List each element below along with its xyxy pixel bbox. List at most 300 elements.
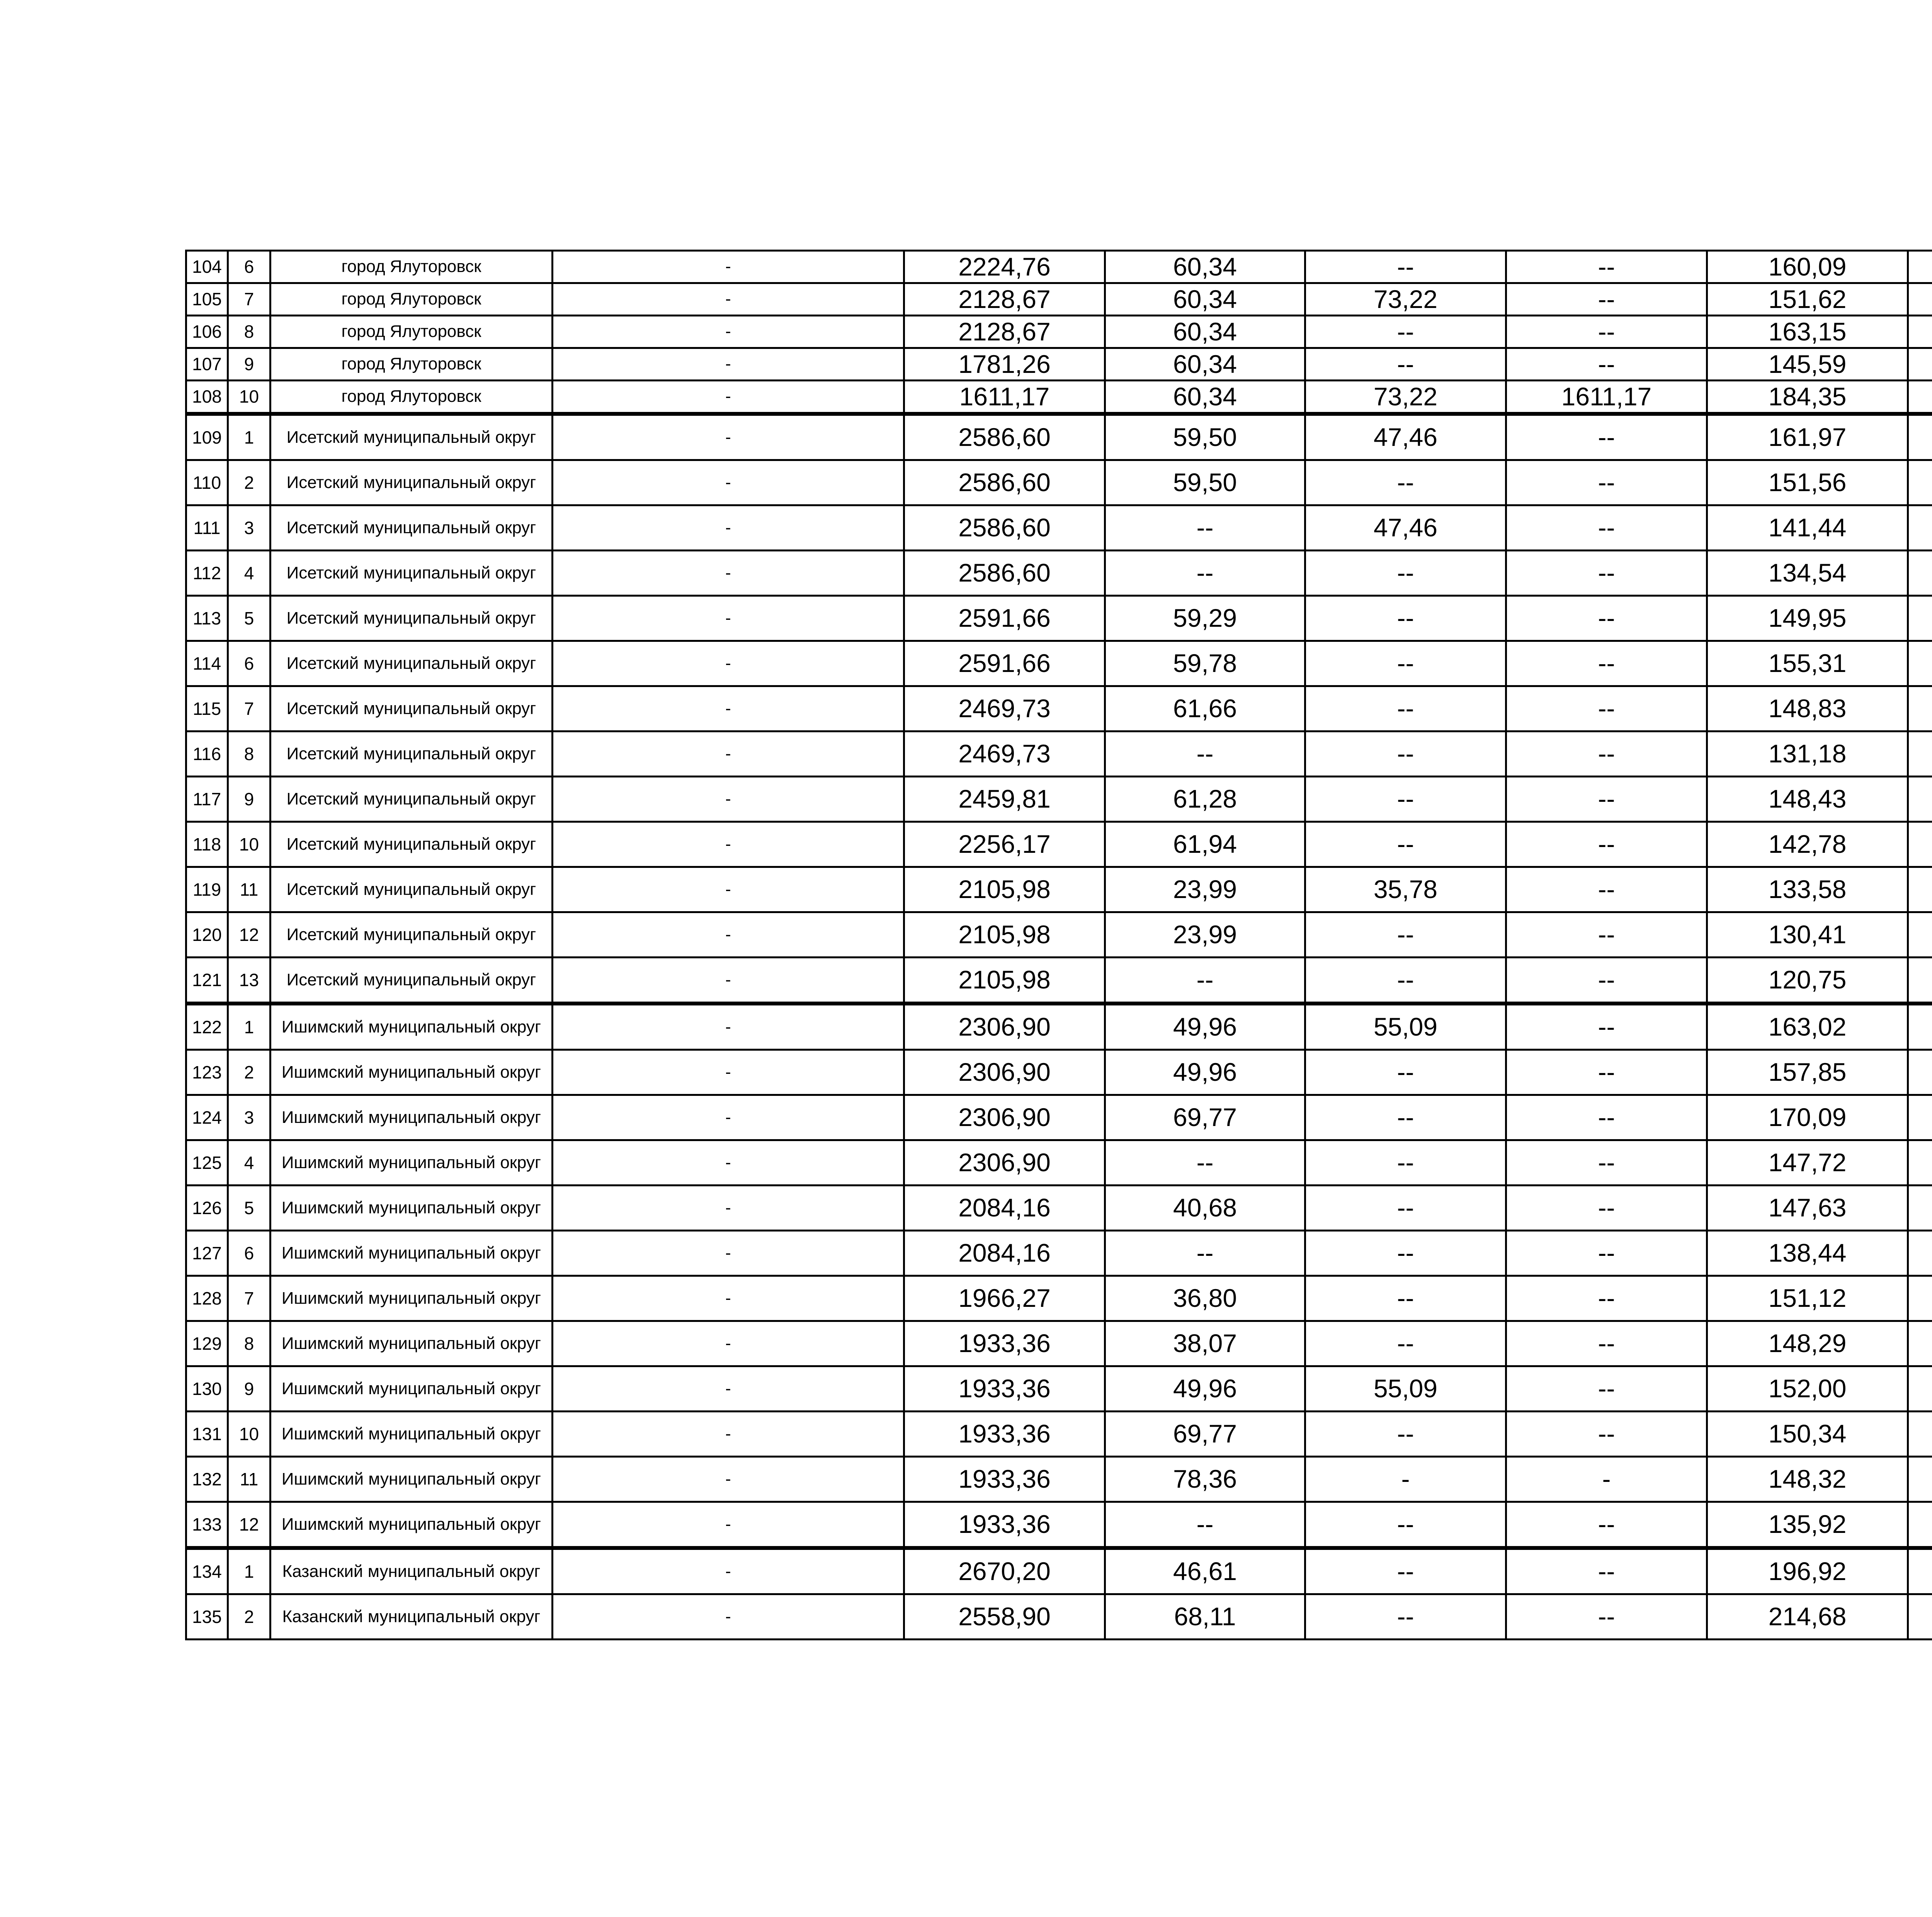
table-row xyxy=(186,1366,1932,1412)
sub-number-cell: 9 xyxy=(228,777,270,822)
sub-number-cell: 9 xyxy=(228,1366,270,1412)
value-cell: -- xyxy=(1305,460,1506,505)
value-cell: -- xyxy=(1506,1594,1707,1640)
row-number-cell: 123 xyxy=(186,1050,228,1095)
value-cell: 61,94 xyxy=(1105,822,1305,867)
sub-number-cell: 3 xyxy=(228,1095,270,1140)
sub-number-cell: 1 xyxy=(228,1004,270,1050)
dash-cell: - xyxy=(553,1457,904,1502)
table-row xyxy=(186,1594,1932,1640)
value-cell xyxy=(1908,1140,1932,1186)
municipality-name-cell: Ишимский муниципальный округ xyxy=(270,1457,553,1502)
value-cell: 2306,90 xyxy=(904,1050,1105,1095)
value-cell xyxy=(1908,1412,1932,1457)
value-cell xyxy=(1908,283,1932,316)
value-cell xyxy=(1908,1502,1932,1548)
sub-number-cell: 1 xyxy=(228,414,270,460)
value-cell: 151,62 xyxy=(1707,283,1908,316)
municipality-name-cell: город Ялуторовск xyxy=(270,251,553,283)
row-number-cell: 107 xyxy=(186,348,228,381)
value-cell: 2105,98 xyxy=(904,958,1105,1004)
municipality-name-cell: Исетский муниципальный округ xyxy=(270,731,553,777)
table-row xyxy=(186,867,1932,912)
value-cell: -- xyxy=(1105,1231,1305,1276)
table-row xyxy=(186,348,1932,381)
value-cell: 69,77 xyxy=(1105,1095,1305,1140)
value-cell: 2591,66 xyxy=(904,596,1105,641)
value-cell: - xyxy=(1305,1457,1506,1502)
row-number-cell: 133 xyxy=(186,1502,228,1548)
value-cell: -- xyxy=(1305,1548,1506,1594)
sub-number-cell: 8 xyxy=(228,731,270,777)
value-cell xyxy=(1908,867,1932,912)
municipality-name-cell: Исетский муниципальный округ xyxy=(270,912,553,958)
municipality-name-cell: Ишимский муниципальный округ xyxy=(270,1502,553,1548)
municipality-name-cell: Казанский муниципальный округ xyxy=(270,1548,553,1594)
value-cell: -- xyxy=(1506,1231,1707,1276)
row-number-cell: 120 xyxy=(186,912,228,958)
value-cell: 2459,81 xyxy=(904,777,1105,822)
dash-cell: - xyxy=(553,912,904,958)
dash-cell: - xyxy=(553,1502,904,1548)
value-cell: -- xyxy=(1506,460,1707,505)
value-cell: 147,63 xyxy=(1707,1186,1908,1231)
value-cell: -- xyxy=(1506,686,1707,731)
value-cell: -- xyxy=(1506,1050,1707,1095)
table-row xyxy=(186,1050,1932,1095)
value-cell xyxy=(1908,958,1932,1004)
value-cell: -- xyxy=(1105,551,1305,596)
value-cell: -- xyxy=(1506,867,1707,912)
value-cell: 59,50 xyxy=(1105,460,1305,505)
table-row xyxy=(186,596,1932,641)
table-row xyxy=(186,505,1932,551)
value-cell: -- xyxy=(1305,641,1506,686)
value-cell: 2670,20 xyxy=(904,1548,1105,1594)
dash-cell: - xyxy=(553,777,904,822)
value-cell: 1781,26 xyxy=(904,348,1105,381)
dash-cell: - xyxy=(553,283,904,316)
municipality-name-cell: Ишимский муниципальный округ xyxy=(270,1276,553,1321)
value-cell: 59,50 xyxy=(1105,414,1305,460)
value-cell: -- xyxy=(1305,822,1506,867)
table-row xyxy=(186,1276,1932,1321)
value-cell: -- xyxy=(1506,596,1707,641)
value-cell xyxy=(1908,912,1932,958)
table-row xyxy=(186,551,1932,596)
value-cell xyxy=(1908,1231,1932,1276)
dash-cell: - xyxy=(553,641,904,686)
table-row xyxy=(186,1548,1932,1594)
row-number-cell: 112 xyxy=(186,551,228,596)
value-cell: 23,99 xyxy=(1105,867,1305,912)
value-cell: -- xyxy=(1506,777,1707,822)
dash-cell: - xyxy=(553,381,904,414)
value-cell: 1933,36 xyxy=(904,1457,1105,1502)
municipality-name-cell: город Ялуторовск xyxy=(270,316,553,348)
table-row xyxy=(186,686,1932,731)
value-cell: 60,34 xyxy=(1105,283,1305,316)
value-cell: -- xyxy=(1506,414,1707,460)
sub-number-cell: 11 xyxy=(228,867,270,912)
value-cell: 61,66 xyxy=(1105,686,1305,731)
value-cell: 2586,60 xyxy=(904,414,1105,460)
dash-cell: - xyxy=(553,596,904,641)
value-cell xyxy=(1908,381,1932,414)
row-number-cell: 132 xyxy=(186,1457,228,1502)
table-row xyxy=(186,316,1932,348)
value-cell: 73,22 xyxy=(1305,381,1506,414)
value-cell: 73,22 xyxy=(1305,283,1506,316)
value-cell: -- xyxy=(1506,1186,1707,1231)
value-cell: 141,44 xyxy=(1707,505,1908,551)
value-cell: 2586,60 xyxy=(904,505,1105,551)
value-cell: 49,96 xyxy=(1105,1004,1305,1050)
value-cell: 36,80 xyxy=(1105,1276,1305,1321)
value-cell: -- xyxy=(1305,551,1506,596)
value-cell xyxy=(1908,641,1932,686)
dash-cell: - xyxy=(553,414,904,460)
value-cell: -- xyxy=(1105,958,1305,1004)
value-cell: 1966,27 xyxy=(904,1276,1105,1321)
municipality-name-cell: Ишимский муниципальный округ xyxy=(270,1050,553,1095)
value-cell: -- xyxy=(1305,1095,1506,1140)
value-cell: -- xyxy=(1506,1140,1707,1186)
value-cell: 68,11 xyxy=(1105,1594,1305,1640)
value-cell: -- xyxy=(1506,1321,1707,1366)
value-cell xyxy=(1908,316,1932,348)
value-cell xyxy=(1908,1186,1932,1231)
dash-cell: - xyxy=(553,316,904,348)
value-cell: 2469,73 xyxy=(904,731,1105,777)
sub-number-cell: 7 xyxy=(228,283,270,316)
value-cell: -- xyxy=(1506,912,1707,958)
value-cell: 61,28 xyxy=(1105,777,1305,822)
row-number-cell: 121 xyxy=(186,958,228,1004)
dash-cell: - xyxy=(553,348,904,381)
sub-number-cell: 8 xyxy=(228,1321,270,1366)
value-cell: 135,92 xyxy=(1707,1502,1908,1548)
value-cell: 2256,17 xyxy=(904,822,1105,867)
table-row xyxy=(186,251,1932,283)
value-cell: -- xyxy=(1305,1321,1506,1366)
row-number-cell: 113 xyxy=(186,596,228,641)
value-cell xyxy=(1908,1548,1932,1594)
table-row xyxy=(186,1004,1932,1050)
value-cell: 78,36 xyxy=(1105,1457,1305,1502)
value-cell: -- xyxy=(1506,822,1707,867)
value-cell: 149,95 xyxy=(1707,596,1908,641)
table-row xyxy=(186,912,1932,958)
sub-number-cell: 7 xyxy=(228,1276,270,1321)
dash-cell: - xyxy=(553,551,904,596)
value-cell: 46,61 xyxy=(1105,1548,1305,1594)
municipality-name-cell: Ишимский муниципальный округ xyxy=(270,1186,553,1231)
row-number-cell: 122 xyxy=(186,1004,228,1050)
row-number-cell: 105 xyxy=(186,283,228,316)
value-cell: 148,32 xyxy=(1707,1457,1908,1502)
sub-number-cell: 12 xyxy=(228,1502,270,1548)
municipality-name-cell: город Ялуторовск xyxy=(270,348,553,381)
value-cell: 2128,67 xyxy=(904,316,1105,348)
value-cell xyxy=(1908,731,1932,777)
sub-number-cell: 7 xyxy=(228,686,270,731)
municipality-name-cell: Исетский муниципальный округ xyxy=(270,641,553,686)
value-cell: -- xyxy=(1506,731,1707,777)
value-cell: 148,83 xyxy=(1707,686,1908,731)
sub-number-cell: 9 xyxy=(228,348,270,381)
sub-number-cell: 6 xyxy=(228,251,270,283)
value-cell: 1933,36 xyxy=(904,1502,1105,1548)
dash-cell: - xyxy=(553,1186,904,1231)
value-cell: 35,78 xyxy=(1305,867,1506,912)
value-cell: -- xyxy=(1105,1140,1305,1186)
value-cell: 55,09 xyxy=(1305,1004,1506,1050)
value-cell: -- xyxy=(1305,1502,1506,1548)
row-number-cell: 135 xyxy=(186,1594,228,1640)
value-cell: 1611,17 xyxy=(1506,381,1707,414)
value-cell: 160,09 xyxy=(1707,251,1908,283)
sub-number-cell: 5 xyxy=(228,596,270,641)
value-cell: -- xyxy=(1305,958,1506,1004)
value-cell: 23,99 xyxy=(1105,912,1305,958)
dash-cell: - xyxy=(553,1548,904,1594)
value-cell: 148,29 xyxy=(1707,1321,1908,1366)
value-cell xyxy=(1908,1321,1932,1366)
municipality-name-cell: Исетский муниципальный округ xyxy=(270,414,553,460)
sub-number-cell: 12 xyxy=(228,912,270,958)
dash-cell: - xyxy=(553,822,904,867)
value-cell: -- xyxy=(1506,1004,1707,1050)
row-number-cell: 124 xyxy=(186,1095,228,1140)
dash-cell: - xyxy=(553,460,904,505)
sub-number-cell: 5 xyxy=(228,1186,270,1231)
dash-cell: - xyxy=(553,1231,904,1276)
value-cell: -- xyxy=(1305,1140,1506,1186)
sub-number-cell: 8 xyxy=(228,316,270,348)
value-cell xyxy=(1908,460,1932,505)
sub-number-cell: 6 xyxy=(228,1231,270,1276)
municipality-name-cell: Исетский муниципальный округ xyxy=(270,686,553,731)
value-cell: 2469,73 xyxy=(904,686,1105,731)
dash-cell: - xyxy=(553,1140,904,1186)
dash-cell: - xyxy=(553,1321,904,1366)
value-cell: -- xyxy=(1506,1502,1707,1548)
value-cell: 1933,36 xyxy=(904,1366,1105,1412)
dash-cell: - xyxy=(553,1594,904,1640)
sub-number-cell: 2 xyxy=(228,1594,270,1640)
value-cell: -- xyxy=(1506,1276,1707,1321)
value-cell: 69,77 xyxy=(1105,1412,1305,1457)
value-cell xyxy=(1908,686,1932,731)
sub-number-cell: 3 xyxy=(228,505,270,551)
table-row xyxy=(186,1502,1932,1548)
value-cell: 2105,98 xyxy=(904,912,1105,958)
row-number-cell: 129 xyxy=(186,1321,228,1366)
value-cell: -- xyxy=(1506,1095,1707,1140)
row-number-cell: 119 xyxy=(186,867,228,912)
row-number-cell: 110 xyxy=(186,460,228,505)
value-cell: 133,58 xyxy=(1707,867,1908,912)
row-number-cell: 108 xyxy=(186,381,228,414)
table-row xyxy=(186,1231,1932,1276)
municipality-name-cell: Исетский муниципальный округ xyxy=(270,822,553,867)
value-cell: -- xyxy=(1506,958,1707,1004)
value-cell: -- xyxy=(1305,1412,1506,1457)
municipality-name-cell: Ишимский муниципальный округ xyxy=(270,1321,553,1366)
value-cell: 2306,90 xyxy=(904,1095,1105,1140)
row-number-cell: 111 xyxy=(186,505,228,551)
table-row xyxy=(186,777,1932,822)
value-cell: 138,44 xyxy=(1707,1231,1908,1276)
value-cell: 150,34 xyxy=(1707,1412,1908,1457)
municipality-name-cell: город Ялуторовск xyxy=(270,283,553,316)
sub-number-cell: 1 xyxy=(228,1548,270,1594)
table-row xyxy=(186,460,1932,505)
value-cell: 1933,36 xyxy=(904,1321,1105,1366)
value-cell: 60,34 xyxy=(1105,251,1305,283)
value-cell: -- xyxy=(1305,912,1506,958)
row-number-cell: 131 xyxy=(186,1412,228,1457)
value-cell: 60,34 xyxy=(1105,348,1305,381)
value-cell: 2084,16 xyxy=(904,1231,1105,1276)
value-cell: -- xyxy=(1506,1366,1707,1412)
table-row xyxy=(186,731,1932,777)
value-cell: -- xyxy=(1305,1186,1506,1231)
value-cell: 163,15 xyxy=(1707,316,1908,348)
value-cell: -- xyxy=(1506,348,1707,381)
value-cell: -- xyxy=(1506,1548,1707,1594)
value-cell: 151,12 xyxy=(1707,1276,1908,1321)
value-cell: 2306,90 xyxy=(904,1140,1105,1186)
dash-cell: - xyxy=(553,1004,904,1050)
sub-number-cell: 6 xyxy=(228,641,270,686)
dash-cell: - xyxy=(553,867,904,912)
value-cell xyxy=(1908,1594,1932,1640)
municipality-name-cell: Исетский муниципальный округ xyxy=(270,551,553,596)
value-cell: -- xyxy=(1506,251,1707,283)
table-row xyxy=(186,381,1932,414)
value-cell: 2558,90 xyxy=(904,1594,1105,1640)
value-cell: -- xyxy=(1506,283,1707,316)
value-cell: -- xyxy=(1105,505,1305,551)
value-cell: -- xyxy=(1305,316,1506,348)
sub-number-cell: 2 xyxy=(228,1050,270,1095)
value-cell: 161,97 xyxy=(1707,414,1908,460)
value-cell xyxy=(1908,551,1932,596)
row-number-cell: 126 xyxy=(186,1186,228,1231)
value-cell: -- xyxy=(1305,1594,1506,1640)
table-row xyxy=(186,283,1932,316)
value-cell: -- xyxy=(1305,596,1506,641)
value-cell: 40,68 xyxy=(1105,1186,1305,1231)
value-cell: 145,59 xyxy=(1707,348,1908,381)
municipality-name-cell: Исетский муниципальный округ xyxy=(270,460,553,505)
row-number-cell: 114 xyxy=(186,641,228,686)
dash-cell: - xyxy=(553,251,904,283)
value-cell xyxy=(1908,1366,1932,1412)
municipality-name-cell: Ишимский муниципальный округ xyxy=(270,1004,553,1050)
sub-number-cell: 11 xyxy=(228,1457,270,1502)
municipality-name-cell: Ишимский муниципальный округ xyxy=(270,1412,553,1457)
value-cell: -- xyxy=(1506,551,1707,596)
row-number-cell: 109 xyxy=(186,414,228,460)
value-cell: -- xyxy=(1305,686,1506,731)
value-cell: 130,41 xyxy=(1707,912,1908,958)
municipality-name-cell: Ишимский муниципальный округ xyxy=(270,1140,553,1186)
value-cell: 60,34 xyxy=(1105,381,1305,414)
value-cell xyxy=(1908,596,1932,641)
value-cell: 142,78 xyxy=(1707,822,1908,867)
table-row xyxy=(186,641,1932,686)
value-cell: 38,07 xyxy=(1105,1321,1305,1366)
sub-number-cell: 4 xyxy=(228,551,270,596)
value-cell: 59,78 xyxy=(1105,641,1305,686)
municipality-name-cell: Исетский муниципальный округ xyxy=(270,777,553,822)
sub-number-cell: 10 xyxy=(228,381,270,414)
value-cell: 151,56 xyxy=(1707,460,1908,505)
table-row xyxy=(186,1186,1932,1231)
value-cell: -- xyxy=(1105,1502,1305,1548)
value-cell: 2591,66 xyxy=(904,641,1105,686)
municipality-name-cell: Исетский муниципальный округ xyxy=(270,958,553,1004)
row-number-cell: 104 xyxy=(186,251,228,283)
value-cell: 196,92 xyxy=(1707,1548,1908,1594)
municipality-name-cell: Ишимский муниципальный округ xyxy=(270,1095,553,1140)
value-cell: 134,54 xyxy=(1707,551,1908,596)
value-cell: 155,31 xyxy=(1707,641,1908,686)
sub-number-cell: 2 xyxy=(228,460,270,505)
value-cell: 59,29 xyxy=(1105,596,1305,641)
municipality-name-cell: Исетский муниципальный округ xyxy=(270,596,553,641)
table-row xyxy=(186,1321,1932,1366)
tariff-table xyxy=(185,250,1932,1640)
value-cell: 1611,17 xyxy=(904,381,1105,414)
municipality-name-cell: Исетский муниципальный округ xyxy=(270,505,553,551)
value-cell: 147,72 xyxy=(1707,1140,1908,1186)
value-cell: 163,02 xyxy=(1707,1004,1908,1050)
value-cell: 2306,90 xyxy=(904,1004,1105,1050)
municipality-name-cell: Ишимский муниципальный округ xyxy=(270,1366,553,1412)
sub-number-cell: 4 xyxy=(228,1140,270,1186)
municipality-name-cell: Казанский муниципальный округ xyxy=(270,1594,553,1640)
value-cell: 2224,76 xyxy=(904,251,1105,283)
value-cell: -- xyxy=(1305,348,1506,381)
value-cell: -- xyxy=(1305,1231,1506,1276)
value-cell xyxy=(1908,1095,1932,1140)
value-cell: - xyxy=(1506,1457,1707,1502)
value-cell xyxy=(1908,1004,1932,1050)
value-cell xyxy=(1908,1050,1932,1095)
value-cell: -- xyxy=(1305,777,1506,822)
row-number-cell: 127 xyxy=(186,1231,228,1276)
value-cell: -- xyxy=(1506,316,1707,348)
row-number-cell: 115 xyxy=(186,686,228,731)
municipality-name-cell: город Ялуторовск xyxy=(270,381,553,414)
dash-cell: - xyxy=(553,1050,904,1095)
table-row xyxy=(186,1412,1932,1457)
row-number-cell: 128 xyxy=(186,1276,228,1321)
row-number-cell: 116 xyxy=(186,731,228,777)
value-cell: 2586,60 xyxy=(904,551,1105,596)
value-cell: 2128,67 xyxy=(904,283,1105,316)
table-row xyxy=(186,1140,1932,1186)
value-cell: -- xyxy=(1506,1412,1707,1457)
value-cell xyxy=(1908,348,1932,381)
value-cell: 2084,16 xyxy=(904,1186,1105,1231)
value-cell: -- xyxy=(1305,1050,1506,1095)
municipality-name-cell: Ишимский муниципальный округ xyxy=(270,1231,553,1276)
